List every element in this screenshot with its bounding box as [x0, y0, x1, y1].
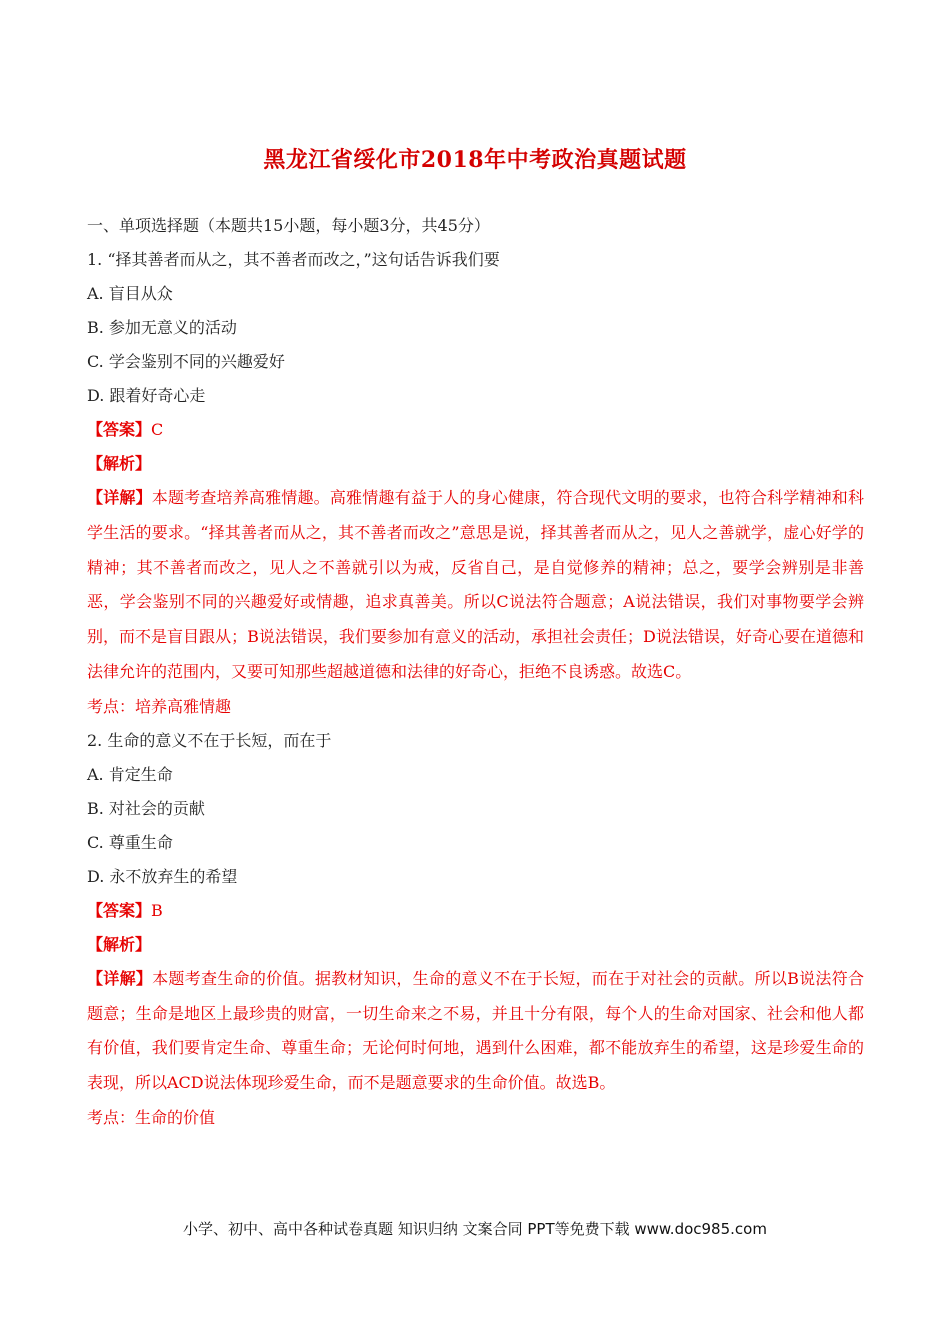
question-2 [87, 724, 864, 1135]
question-stem: 1. “择其善者而从之，其不善者而改之，”这句话告诉我们要 [87, 250, 500, 269]
detail-text: 本题考查生命的价值。据教材知识，生命的意义不在于长短，而在于对社会的贡献。所以B说法符合题意；生命是地区上最珍贵的财富，一切生命来之不易，并且十分有限，每个人的生命对国家、社会和他人都有价值，我们要肯定生命、尊重生命；无论何时何地，遇到什么困难，都不能放弃生的希望，这是珍爱生命的表现，所以ACD说法体现珍爱生命，而不是题意要求的生命价值。故选B。 [87, 968, 864, 1093]
answer-value: B [151, 900, 163, 920]
document-content [87, 209, 864, 1135]
option-b: B. 对社会的贡献 [87, 798, 205, 818]
detail-label: 【详解】 [87, 488, 152, 507]
analysis-label: 【解析】 [87, 934, 152, 954]
option-c: C. 学会鉴别不同的兴趣爱好 [87, 352, 285, 371]
question-stem: 2. 生命的意义不在于长短，而在于 [87, 730, 332, 750]
answer-line [87, 894, 864, 928]
page-footer: 小学、初中、高中各种试卷真题 知识归纳 文案合同 PPT等免费下载 www.doc985.com [183, 1220, 767, 1238]
answer-value: C [151, 420, 164, 439]
question-1 [87, 243, 864, 724]
kaodian: 考点：生命的价值 [87, 1107, 216, 1127]
detail-paragraph [87, 481, 864, 690]
section-heading: 一、单项选择题（本题共15小题，每小题3分，共45分） [87, 216, 490, 235]
detail-text: 本题考查培养高雅情趣。高雅情趣有益于人的身心健康，符合现代文明的要求，也符合科学精神和科学生活的要求。“择其善者而从之，其不善者而改之”意思是说，择其善者而从之，见人之善就学，虚心好学的精神；其不善者而改之，见人之不善就引以为戒，反省自己，是自觉修养的精神；总之，要学会辨别是非善恶，学会鉴别不同的兴趣爱好或情趣，追求真善美。所以C说法符合题意；A说法错误，我们对事物要学会辨别，而不是盲目跟从；B说法错误，我们要参加有意义的活动，承担社会责任；D说法错误，好奇心要在道德和法律允许的范围内，又要可知那些超越道德和法律的好奇心，拒绝不良诱惑。故选C。 [87, 488, 864, 681]
answer-label: 【答案】 [87, 900, 152, 920]
option-a: A. 盲目从众 [87, 284, 173, 303]
option-c: C. 尊重生命 [87, 832, 173, 852]
option-b: B. 参加无意义的活动 [87, 318, 237, 337]
document-title: 黑龙江省绥化市2018年中考政治真题试题 [263, 147, 687, 173]
analysis-label: 【解析】 [87, 454, 152, 473]
option-d: D. 跟着好奇心走 [87, 386, 206, 405]
option-d: D. 永不放弃生的希望 [87, 866, 238, 886]
detail-label: 【详解】 [87, 968, 153, 988]
kaodian: 考点：培养高雅情趣 [87, 696, 232, 716]
detail-paragraph [87, 962, 864, 1101]
answer-label: 【答案】 [87, 420, 152, 439]
answer-line [87, 413, 864, 447]
option-a: A. 肯定生命 [87, 764, 173, 784]
